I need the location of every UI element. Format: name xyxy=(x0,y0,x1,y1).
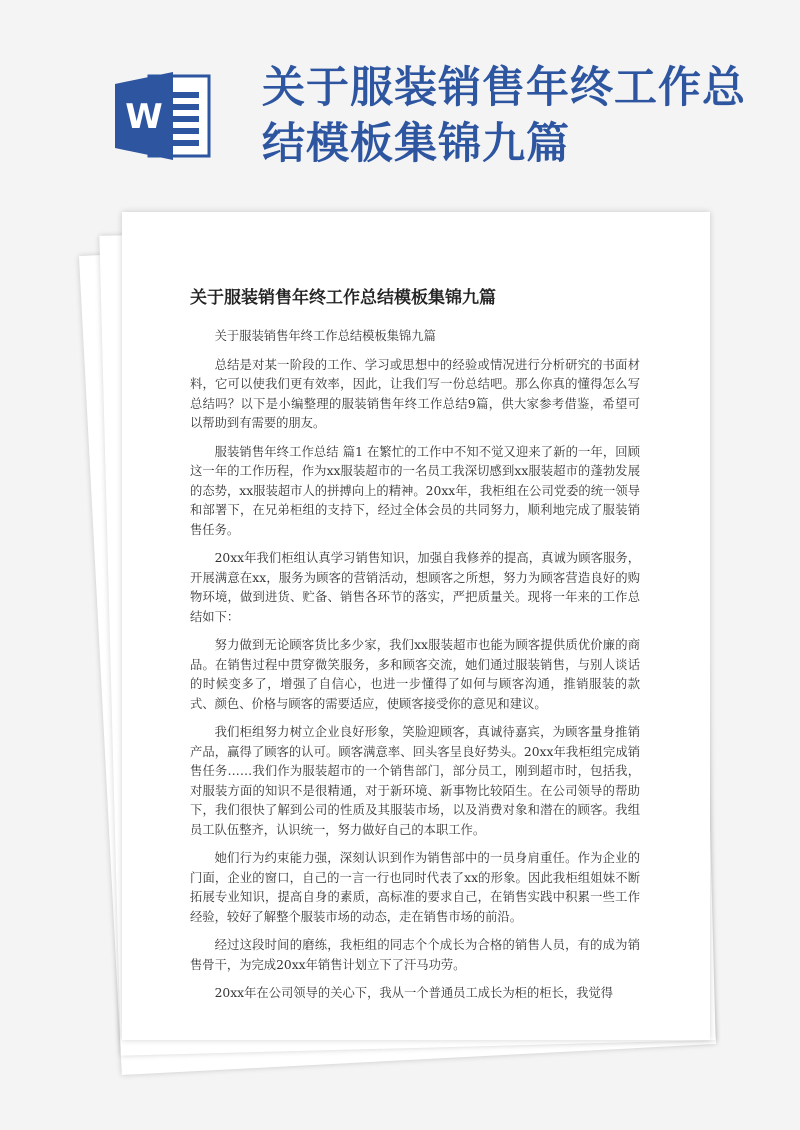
word-icon xyxy=(115,70,215,162)
paragraph: 努力做到无论顾客货比多少家，我们xx服装超市也能为顾客提供质优价廉的商品。在销售过程中贯穿微笑服务，多和顾客交流，她们通过服装销售，与别人谈话的时候变多了，增强了自信心，也进一步懂得了如何与顾客沟通，推销服装的款式、颜色、价格与顾客的需要适应，使顾客接受你的意见和建议。 xyxy=(190,638,640,711)
paragraph: 经过这段时间的磨练，我柜组的同志个个成长为合格的销售人员，有的成为销售骨干，为完成20xx年销售计划立下了汗马功劳。 xyxy=(190,938,640,972)
paragraph: 她们行为约束能力强，深刻认识到作为销售部中的一员身肩重任。作为企业的门面，企业的窗口，自己的一言一行也同时代表了xx的形象。因此我柜组姐妹不断拓展专业知识，提高自身的素质，高标准的要求自己，在销售实践中积累一些工作经验，较好了解整个服装市场的动态，走在销售市场的前沿。 xyxy=(190,851,640,924)
word-document-icon xyxy=(115,70,215,162)
document-title: 关于服装销售年终工作总结模板集锦九篇 xyxy=(190,288,496,308)
paragraph: 总结是对某一阶段的工作、学习或思想中的经验或情况进行分析研究的书面材料，它可以使我们更有效率，因此，让我们写一份总结吧。那么你真的懂得怎么写总结吗？以下是小编整理的服装销售年终工作总结9篇，供大家参考借鉴，希望可以帮助到有需要的朋友。 xyxy=(190,357,640,430)
document-subtitle: 关于服装销售年终工作总结模板集锦九篇 xyxy=(214,329,436,343)
paragraph: 我们柜组努力树立企业良好形象，笑脸迎顾客，真诚待嘉宾，为顾客量身推销产品，赢得了顾客的认可。顾客满意率、回头客呈良好势头。20xx年我柜组完成销售任务……我们作为服装超市的一个销售部门，部分员工，刚到超市时，包括我，对服装方面的知识不是很精通，对于新环境、新事物比较陌生。在公司领导的帮助下，我们很快了解到公司的性质及其服装市场，以及消费对象和潜在的顾客。我组员工队伍整齐，认识统一，努力做好自己的本职工作。 xyxy=(190,725,640,837)
page-title: 关于服装销售年终工作总结模板集锦九篇 xyxy=(262,63,746,169)
paragraph: 20xx年我们柜组认真学习销售知识，加强自我修养的提高，真诚为顾客服务，开展满意在xx，服务为顾客的营销活动，想顾客之所想，努力为顾客营造良好的购物环境，做到进货、贮备、销售各环节的落实，严把质量关。现将一年来的工作总结如下： xyxy=(190,551,640,624)
document-body xyxy=(190,327,640,1013)
svg-text:W: W xyxy=(125,97,163,137)
paragraph: 服装销售年终工作总结 篇1 在繁忙的工作中不知不觉又迎来了新的一年，回顾这一年的工作历程，作为xx服装超市的一名员工我深切感到xx服装超市的蓬勃发展的态势，xx服装超市人的拼搏向上的精神。20xx年，我柜组在公司党委的统一领导和部署下，在兄弟柜组的支持下，经过全体会员的共同努力，顺利地完成了服装销售任务。 xyxy=(190,444,640,537)
paragraph: 20xx年在公司领导的关心下，我从一个普通员工成长为柜的柜长，我觉得 xyxy=(214,986,614,1000)
